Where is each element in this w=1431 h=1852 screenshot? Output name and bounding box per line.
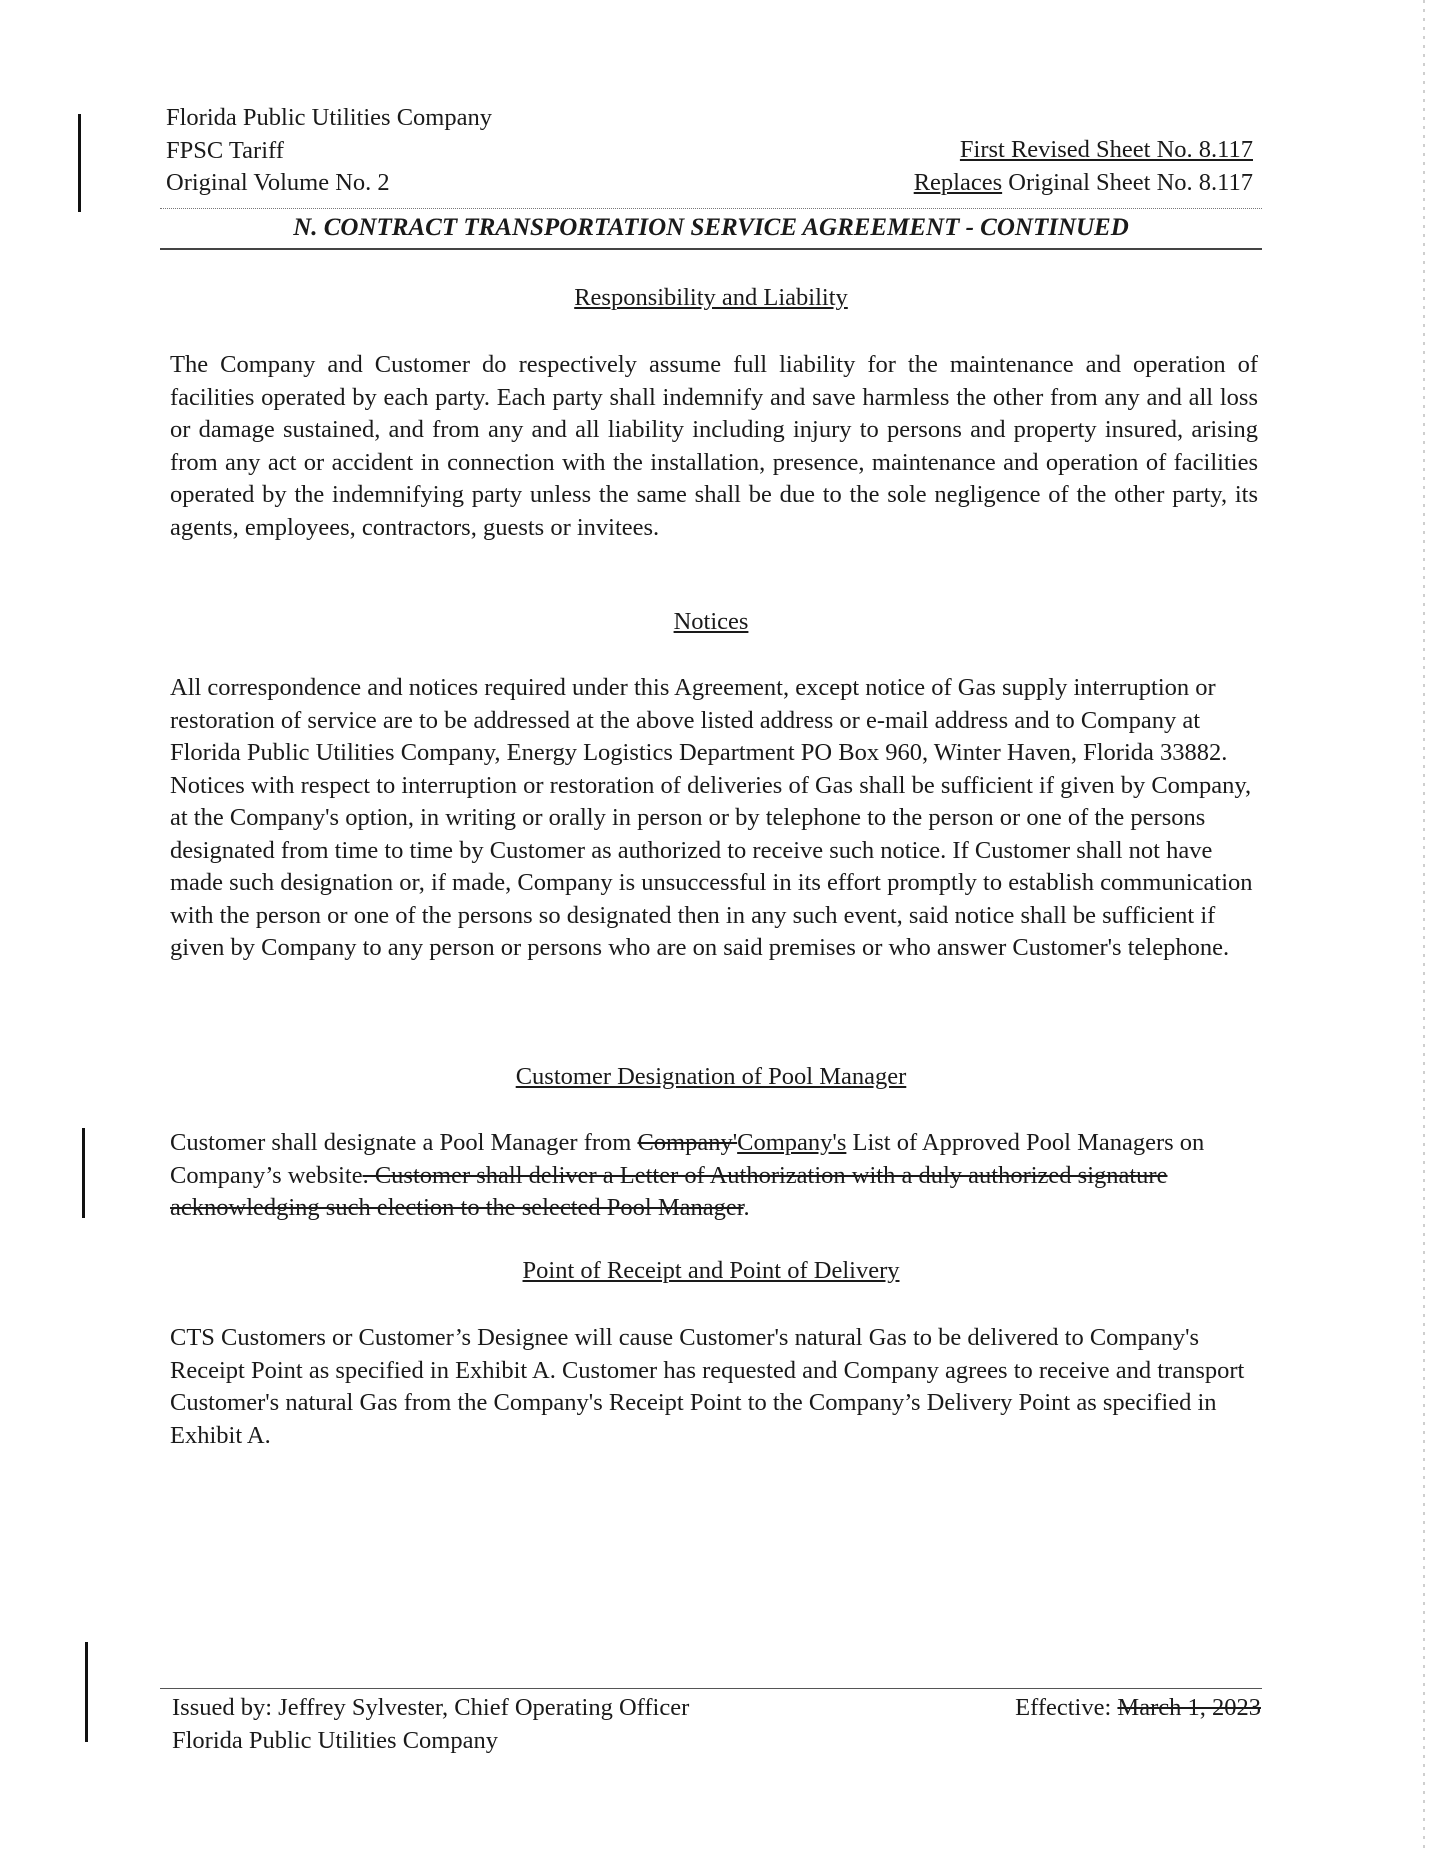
footer-issued-by: Issued by: Jeffrey Sylvester, Chief Operating Officer xyxy=(172,1694,690,1721)
footer-effective xyxy=(1015,1692,1261,1725)
footer-left-block xyxy=(172,1692,689,1757)
header-volume: Original Volume No. 2 xyxy=(166,169,390,196)
section-title: N. CONTRACT TRANSPORTATION SERVICE AGREEMENT - CONTINUED xyxy=(293,214,1129,241)
header-left-block xyxy=(166,102,492,200)
header-sheet-number: First Revised Sheet No. 8.117 xyxy=(959,136,1253,163)
revision-bar-footer xyxy=(85,1642,88,1742)
pool-inserted-company: Company's xyxy=(737,1129,847,1156)
revision-bar-header xyxy=(78,114,81,212)
footer-effective-date: March 1, 2023 xyxy=(1117,1694,1261,1721)
heading-pool-manager: Customer Designation of Pool Manager xyxy=(515,1063,907,1090)
revision-bar-pool-manager xyxy=(82,1128,85,1218)
paragraph-responsibility: The Company and Customer do respectively assume full liability for the maintenance and operation of facilities operated by each party. Each party shall indemnify and save harmless the other from any and all loss or damage sustained, and from any and all liability including injury to persons and property insured, arising from any act or accident in connection with the installation, presence, maintenance and operation of facilities operated by the indemnifying party unless the same shall be due to the sole negligence of the other party, its agents, employees, contractors, guests or invitees. xyxy=(170,351,1258,541)
header-bottom-rule xyxy=(160,248,1262,250)
paragraph-notices: All correspondence and notices required under this Agreement, except notice of Gas supply interruption or restoration of service are to be addressed at the above listed address or e-mail address and to Company at Florida Public Utilities Company, Energy Logistics Department PO Box 960, Winter Haven, Florida 33882. Notices with respect to interruption or restoration of deliveries of Gas shall be sufficient if given by Company, at the Company's option, in writing or orally in person or by telephone to the person or one of the persons designated from time to time by Customer as authorized to receive such notice. If Customer shall not have made such designation or, if made, Company is unsuccessful in its effort promptly to establish communication with the person or one of the persons so designated then in any such event, said notice shall be sufficient if given by Company to any person or persons who are on said premises or who answer Customer's telephone. xyxy=(170,674,1253,961)
heading-receipt-delivery: Point of Receipt and Point of Delivery xyxy=(522,1257,900,1284)
paragraph-pool-manager xyxy=(170,1127,1258,1225)
header-right-block xyxy=(914,134,1253,199)
pool-text-middle: List of Approved Pool Managers on Company’s website xyxy=(170,1129,1205,1189)
paragraph-receipt-delivery: CTS Customers or Customer’s Designee will cause Customer's natural Gas to be delivered to Company's Receipt Point as specified in Exhibit A. Customer has requested and Company agrees to receive and transport Customer's natural Gas from the Company's Receipt Point to the Company’s Delivery Point as specified in Exhibit A. xyxy=(170,1324,1245,1449)
header-replaces-word: Replaces xyxy=(913,168,1003,196)
header-company: Florida Public Utilities Company xyxy=(166,104,492,131)
pool-struck-company: Company' xyxy=(637,1129,738,1156)
footer-company: Florida Public Utilities Company xyxy=(172,1726,498,1754)
pool-text-end: . xyxy=(743,1194,750,1221)
header-top-rule xyxy=(160,208,1262,209)
footer-rule xyxy=(160,1688,1262,1689)
pool-struck-sentence: . Customer shall deliver a Letter of Authorization with a duly authorized signature acknowledging such election to the selected Pool Manager xyxy=(170,1161,1168,1221)
header-tariff: FPSC Tariff xyxy=(166,136,284,164)
header-replaces-rest: Original Sheet No. 8.117 xyxy=(1002,168,1253,196)
scan-edge-marks xyxy=(1423,0,1425,1852)
footer-effective-label: Effective: xyxy=(1015,1694,1118,1721)
heading-notices: Notices xyxy=(673,608,749,635)
header-replaces-line xyxy=(914,167,1253,200)
pool-text-before: Customer shall designate a Pool Manager from xyxy=(170,1129,638,1156)
heading-responsibility: Responsibility and Liability xyxy=(574,284,848,311)
